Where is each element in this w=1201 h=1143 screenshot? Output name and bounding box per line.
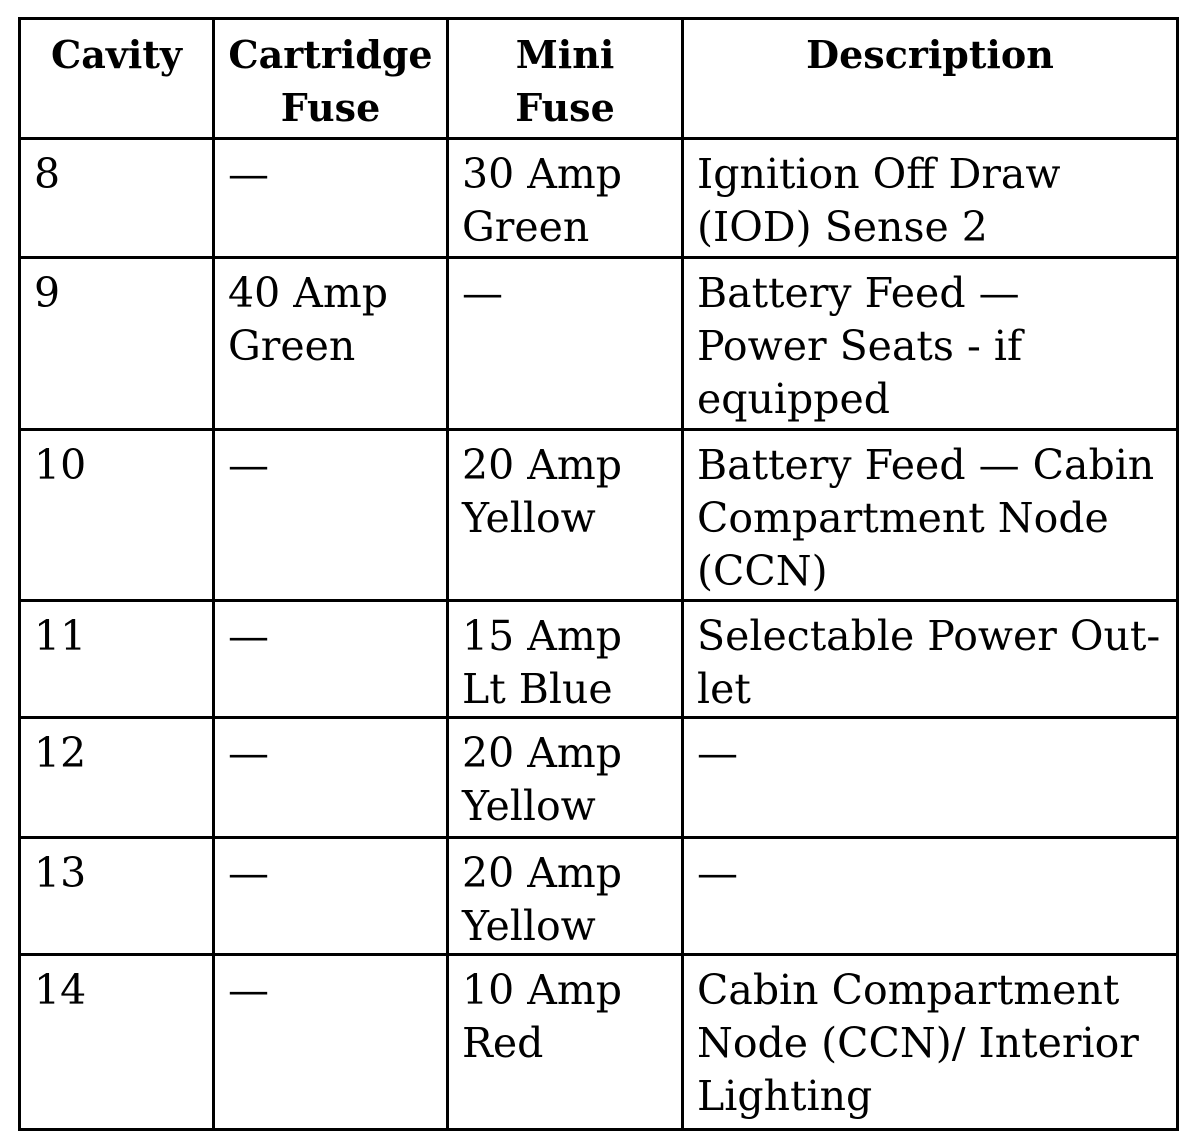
table-row [21,839,1176,953]
table-row [21,956,1176,1128]
cavity-cell: 8 [21,140,212,256]
mini-fuse-cell: 20 Amp Yellow [449,719,681,836]
table-row [21,431,1176,599]
description-cell: Battery Feed — Cabin Compartment Node (CCN) [684,431,1176,599]
cartridge-fuse-cell: — [215,839,446,953]
mini-fuse-cell: 30 Amp Green [449,140,681,256]
description-cell: Ignition Off Draw (IOD) Sense 2 [684,140,1176,256]
description-cell: — [684,839,1176,953]
description-cell: Battery Feed — Power Seats - if equipped [684,259,1176,428]
cartridge-fuse-cell: — [215,719,446,836]
cartridge-fuse-cell: — [215,602,446,716]
mini-fuse-cell: — [449,259,681,428]
mini-fuse-cell: 20 Amp Yellow [449,839,681,953]
table-header-row [21,20,1176,137]
cavity-cell: 9 [21,259,212,428]
cartridge-fuse-cell: 40 Amp Green [215,259,446,428]
table-row [21,140,1176,256]
column-header-cartridge-fuse: Cartridge Fuse [215,20,446,137]
cavity-cell: 14 [21,956,212,1128]
description-cell: — [684,719,1176,836]
mini-fuse-cell: 15 Amp Lt Blue [449,602,681,716]
cavity-cell: 13 [21,839,212,953]
table-row [21,602,1176,716]
column-header-cavity: Cavity [21,20,212,137]
description-cell: Cabin Compartment Node (CCN)/ Interior Lighting [684,956,1176,1128]
column-header-mini-fuse: Mini Fuse [449,20,681,137]
description-cell: Selectable Power Out- let [684,602,1176,716]
mini-fuse-cell: 20 Amp Yellow [449,431,681,599]
cartridge-fuse-cell: — [215,431,446,599]
cavity-cell: 11 [21,602,212,716]
mini-fuse-cell: 10 Amp Red [449,956,681,1128]
cartridge-fuse-cell: — [215,140,446,256]
table-row [21,719,1176,836]
cartridge-fuse-cell: — [215,956,446,1128]
cavity-cell: 12 [21,719,212,836]
fuse-table [18,17,1179,1131]
cavity-cell: 10 [21,431,212,599]
column-header-description: Description [684,20,1176,137]
table-row [21,259,1176,428]
